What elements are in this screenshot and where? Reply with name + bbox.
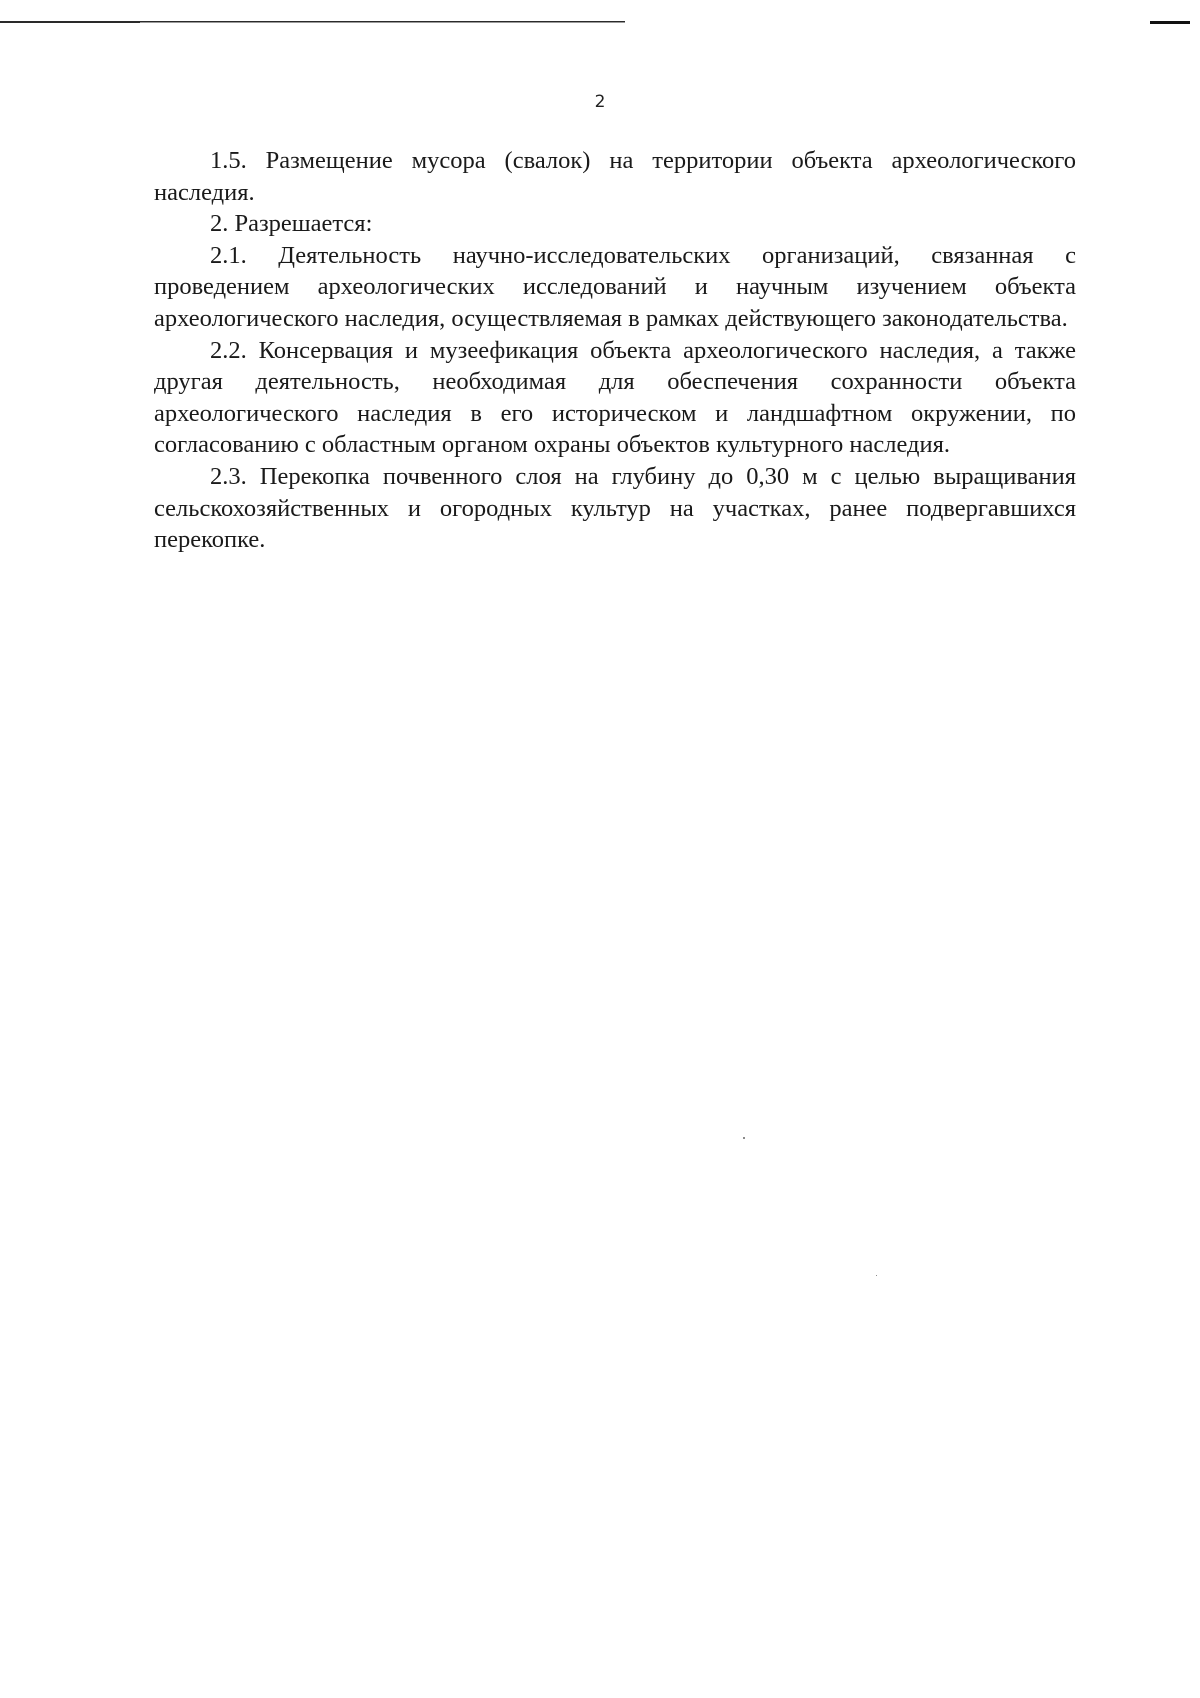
scan-speck [743, 1137, 745, 1139]
paragraph-2-heading: 2. Разрешается: [210, 210, 373, 238]
scan-artifact-right-mark [1150, 21, 1190, 24]
paragraph-2-1: 2.1. Деятельность научно-исследовательских организаций, связанная с проведением археологических исследований и научным изучением объекта археологического наследия, осуществляемая в рамках действующего законодательства. [154, 241, 1076, 332]
paragraph-2-3: 2.3. Перекопка почвенного слоя на глубину до 0,30 м с целью выращивания сельскохозяйственных и огородных культур на участках, ранее подвергавшихся перекопке. [154, 462, 1076, 554]
paragraph-2-2: 2.2. Консервация и музеефикация объекта археологического наследия, а также другая деятельность, необходимая для обеспечения сохранности объекта археологического наследия в его историческом и ландшафтном окружении, по согласованию с областным органом охраны объектов культурного наследия. [154, 336, 1076, 459]
paragraph-1-5: 1.5. Размещение мусора (свалок) на территории объекта археологического наследия. [154, 147, 1076, 206]
document-body [154, 145, 1076, 556]
page-number: 2 [594, 92, 606, 112]
scan-speck [876, 1275, 877, 1276]
scan-artifact-top-line-faint [140, 22, 625, 23]
